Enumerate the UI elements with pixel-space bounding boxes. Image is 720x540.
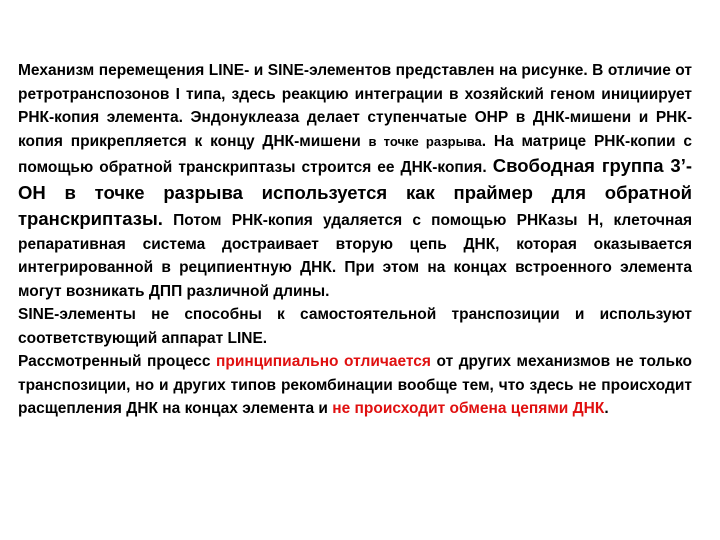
paragraph-conclusion: [18, 350, 692, 421]
slide-text: [18, 59, 692, 421]
paragraph-mechanism-text-3: Потом РНК-копия удаляется с помощью РНКазы Н, клеточная репаративная система достраивает вторую цепь ДНК, которая оказывается интегрированной в реципиентную ДНК. При этом на концах встроенного элемента могут возникать ДПП различной длины.: [18, 212, 692, 300]
paragraph-conclusion-text-3: .: [604, 400, 609, 417]
highlight-differs: принципиально отличается: [216, 353, 431, 370]
paragraph-mechanism: [18, 59, 692, 303]
highlight-no-strand-exchange: не происходит обмена цепями ДНК: [332, 400, 605, 417]
paragraph-conclusion-text-2: от других механизмов не только транспозиции, но и других типов рекомбинации вообще тем, что здесь не происходит расщепления ДНК на концах элемента и: [18, 353, 692, 417]
break-point-phrase: в точке разрыва: [368, 133, 482, 149]
paragraph-conclusion-text-1: Рассмотренный процесс: [18, 353, 217, 370]
paragraph-mechanism-text-1: Механизм перемещения LINE- и SINE-элементов представлен на рисунке. В отличие от ретротранспозонов I типа, здесь реакцию интеграции в хозяйский геном инициирует РНК-копия элемента. Эндонуклеаза делает ступенчатые ОНР в ДНК-мишени и РНК-копия прикрепляется к концу ДНК-мишени: [18, 62, 692, 150]
paragraph-sine: SINE-элементы не способны к самостоятельной транспозиции и используют соответствующий аппарат LINE.: [18, 306, 692, 347]
paragraph-mechanism-text-2: . На матрице РНК-копии с помощью обратной транскриптазы строится ее ДНК-копия.: [18, 132, 692, 176]
primer-statement: Свободная группа 3’-ОН в точке разрыва используется как праймер для обратной транскриптазы.: [18, 155, 692, 229]
